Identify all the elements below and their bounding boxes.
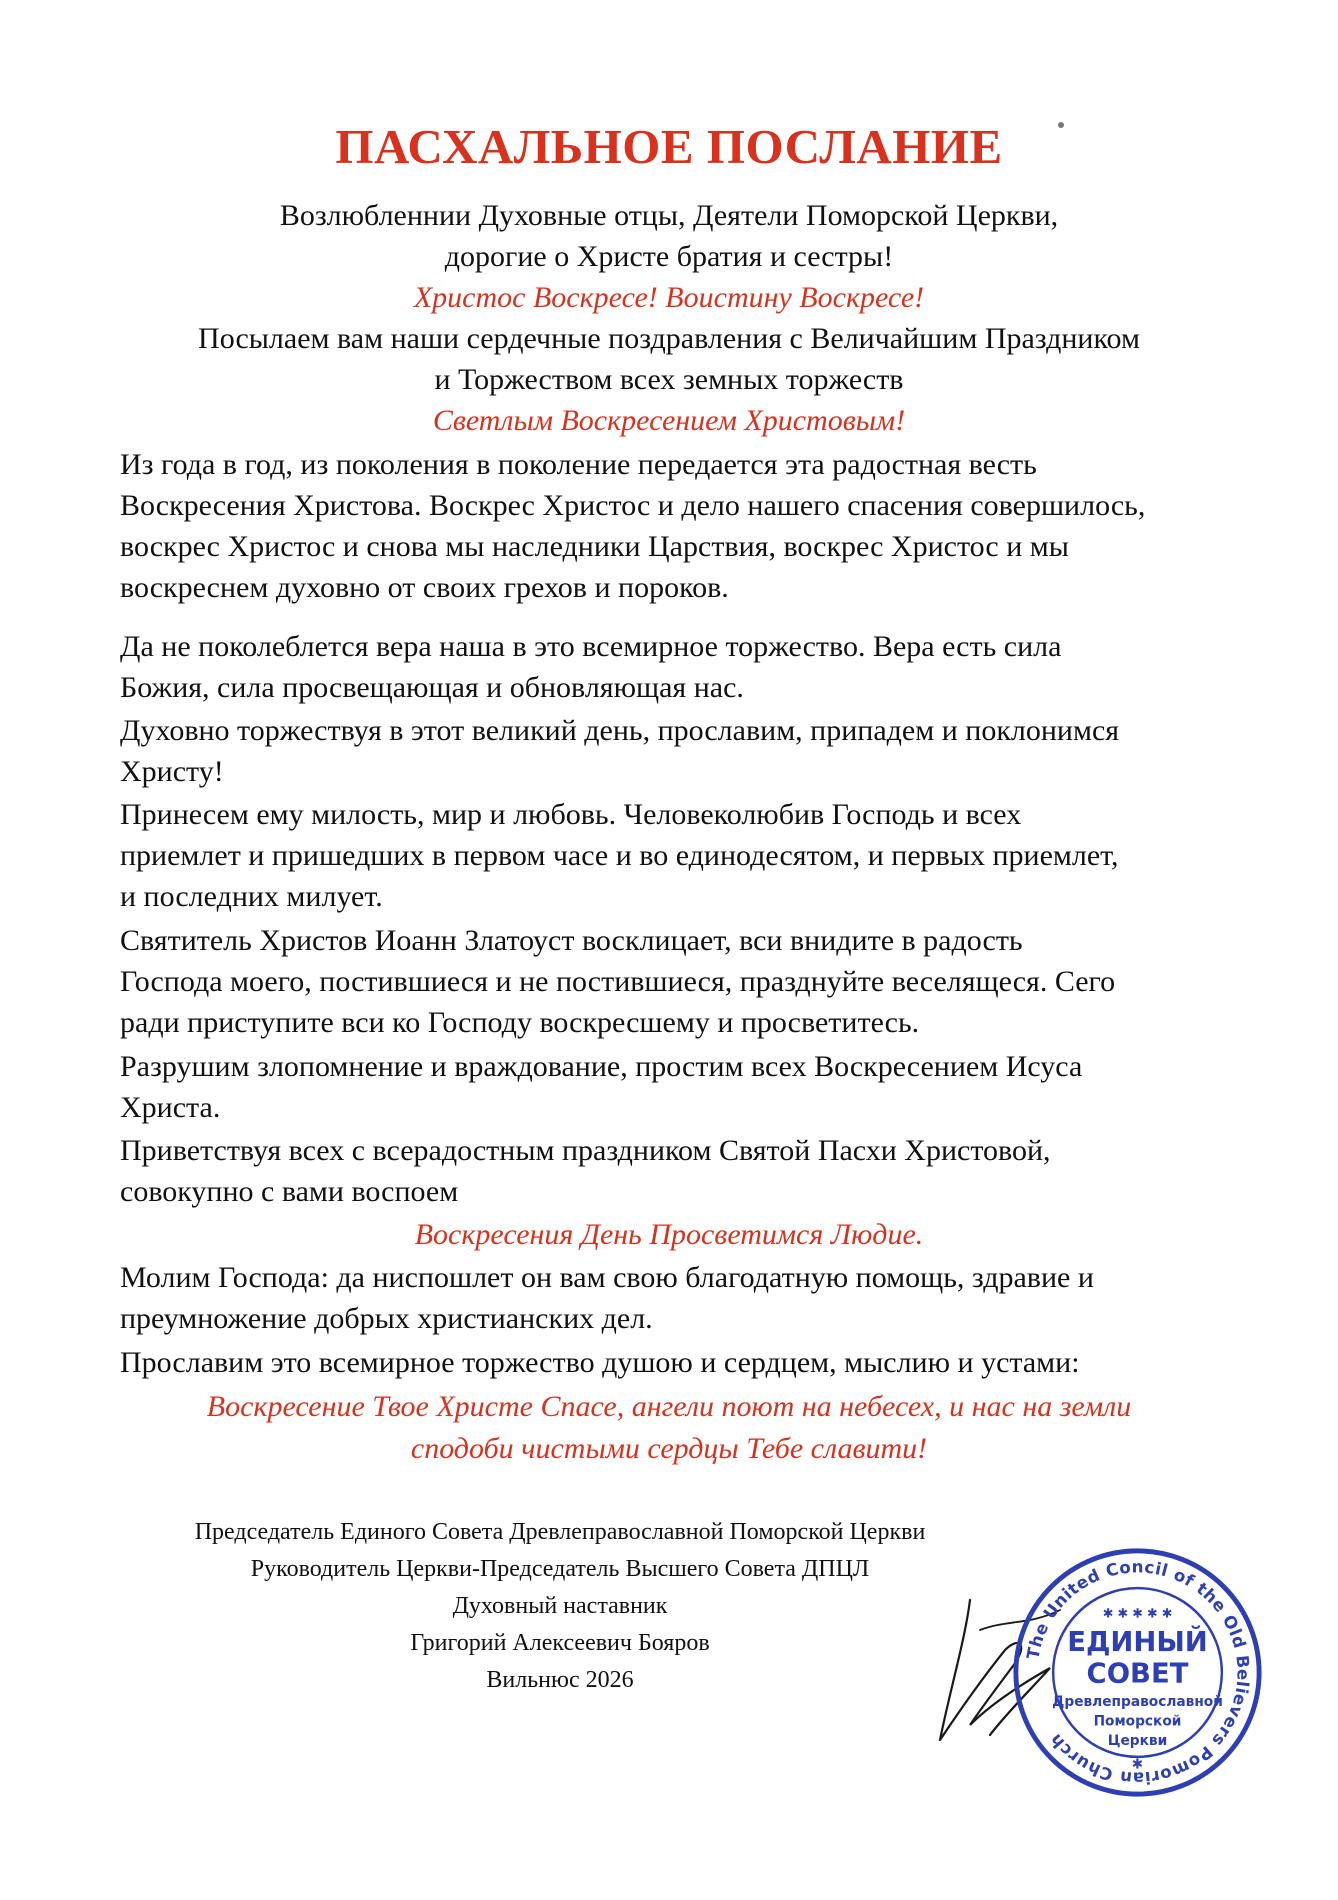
paragraph-line: Да не поколеблется вера наша в это всемирное торжество. Вера есть сила	[120, 630, 1062, 663]
paragraph-line: Молим Господа: да ниспошлет он вам свою благодатную помощь, здравие и	[120, 1261, 1094, 1294]
seal-ring-text: The United Concil of the Old Believers Pomorian Church	[1023, 1557, 1253, 1788]
paragraph-line: воскрес Христос и снова мы наследники Царствия, воскрес Христос и мы	[120, 530, 1069, 563]
closing-red-line-1: Воскресение Твое Христе Спасе, ангели поют на небесех, и нас на земли	[206, 1390, 1132, 1423]
paragraph-line: Христа.	[120, 1091, 221, 1124]
greeting-line-1: Возлюбленнии Духовные отцы, Деятели Поморской Церкви,	[279, 199, 1059, 232]
paragraph-line: Святитель Христов Иоанн Златоуст восклицает, вси внидите в радость	[120, 924, 1023, 957]
paragraph-line: преумножение добрых христианских дел.	[120, 1302, 653, 1335]
signer-name: Григорий Алексеевич Бояров	[410, 1630, 710, 1656]
paragraph-line: Принесем ему милость, мир и любовь. Человеколюбив Господь и всех	[120, 798, 1022, 831]
greeting-line-2: дорогие о Христе братия и сестры!	[444, 240, 894, 273]
seal-stars-icon: ✱ ✱ ✱ ✱ ✱	[1102, 1606, 1173, 1622]
paschal-greeting: Христос Воскресе! Воистину Воскресе!	[413, 281, 925, 314]
prayer-paragraph	[120, 1257, 1280, 1339]
seal-center-line-2: СОВЕТ	[1086, 1658, 1189, 1690]
glorify-line: Прославим это всемирное торжество душою и сердцем, мыслию и устами:	[120, 1346, 1080, 1379]
intro-red-line: Светлым Воскресением Христовым!	[432, 404, 906, 437]
intro-line-1: Посылаем вам наши сердечные поздравления с Величайшим Праздником	[198, 322, 1140, 355]
church-seal	[1010, 1545, 1265, 1800]
place-date: Вильнюс 2026	[486, 1667, 634, 1693]
seal-center-line-1: ЕДИНЫЙ	[1067, 1626, 1208, 1658]
signature-title-3: Духовный наставник	[452, 1593, 668, 1619]
seal-center-line-5: Церкви	[1107, 1733, 1168, 1750]
paragraph-line: и последних милует.	[120, 880, 383, 913]
paragraph-5	[120, 920, 1280, 1043]
hymn-red-line: Воскресения День Просветимся Людие.	[414, 1218, 924, 1251]
paragraph-line: совокупно с вами воспоем	[120, 1175, 459, 1208]
paragraph-1	[120, 444, 1280, 608]
closing-red-line-2: сподоби чистыми сердцы Тебе славити!	[410, 1432, 928, 1465]
paragraph-line: Разрушим злопомнение и враждование, простим всех Воскресением Исуса	[120, 1050, 1083, 1083]
paragraph-7	[120, 1130, 1280, 1212]
paragraph-line: Воскресения Христова. Воскрес Христос и дело нашего спасения совершилось,	[120, 489, 1146, 522]
paragraph-line: Христу!	[120, 755, 224, 788]
paragraph-line: ради приступите вси ко Господу воскресшему и просветитесь.	[120, 1006, 920, 1039]
paragraph-line: Господа моего, постившиеся и не постившиеся, празднуйте веселящеся. Сего	[120, 965, 1116, 998]
paragraph-4	[120, 794, 1280, 917]
paragraph-line: приемлет и пришедших в первом часе и во единодесятом, и первых приемлет,	[120, 839, 1119, 872]
paragraph-3	[120, 710, 1280, 792]
seal-center-line-3: Древлеправославной	[1052, 1693, 1223, 1710]
paragraph-line: Божия, сила просвещающая и обновляющая нас.	[120, 671, 744, 704]
signature-title-1: Председатель Единого Совета Древлеправославной Поморской Церкви	[194, 1519, 926, 1545]
paragraph-6	[120, 1046, 1280, 1128]
seal-center-line-4: Поморской	[1093, 1713, 1182, 1730]
paragraph-line: воскреснем духовно от своих грехов и пороков.	[120, 571, 729, 604]
intro-line-2: и Торжеством всех земных торжеств	[434, 363, 904, 396]
paragraph-line: Из года в год, из поколения в поколение передается эта радостная весть	[120, 448, 1037, 481]
signature-title-2: Руководитель Церкви-Председатель Высшего Совета ДПЦЛ	[250, 1556, 870, 1582]
paragraph-line: Духовно торжествуя в этот великий день, прославим, припадем и поклонимся	[120, 714, 1120, 747]
page-title: ПАСХАЛЬНОЕ ПОСЛАНИЕ	[335, 119, 1003, 174]
paragraph-line: Приветствуя всех с всерадостным праздником Святой Пасхи Христовой,	[120, 1134, 1051, 1167]
seal-star-icon: ✱	[1131, 1756, 1144, 1773]
paragraph-2	[120, 626, 1280, 708]
